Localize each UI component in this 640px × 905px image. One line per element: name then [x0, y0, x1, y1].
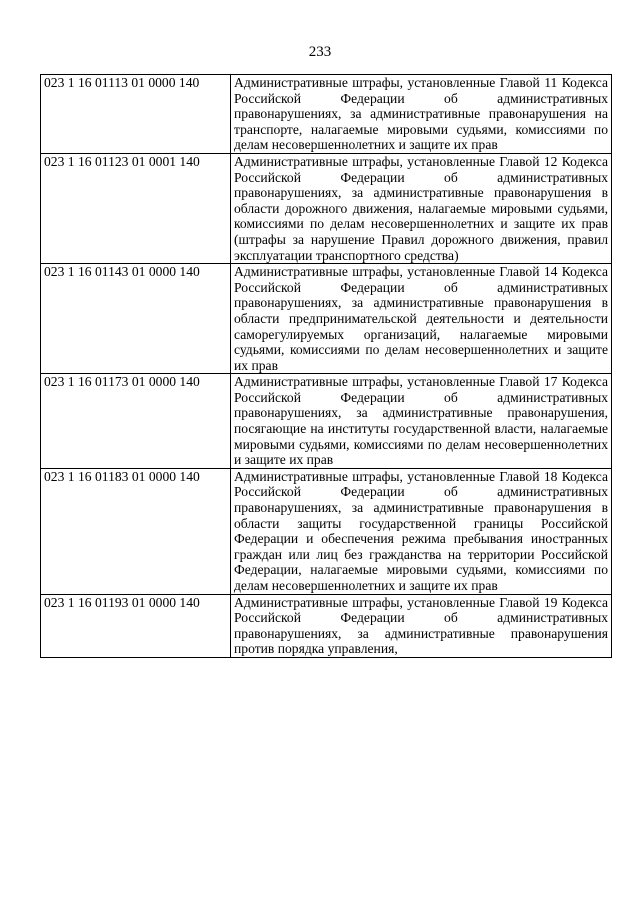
- table-row: [41, 374, 612, 469]
- description-cell: Административные штрафы, установленные Главой 11 Кодекса Российской Федерации об административных правонарушениях, за административные правонарушения на транспорте, налагаемые мировыми судьями, комиссиями по делам несовершеннолетних и защите их прав: [231, 75, 612, 154]
- description-cell: Административные штрафы, установленные Главой 19 Кодекса Российской Федерации об административных правонарушениях, за административные правонарушения против порядка управления,: [231, 594, 612, 657]
- page-number: 233: [308, 44, 332, 60]
- table-row: [41, 153, 612, 263]
- table-row: [41, 468, 612, 594]
- description-cell: Административные штрафы, установленные Главой 17 Кодекса Российской Федерации об административных правонарушениях, за административные правонарушения, посягающие на институты государственной власти, налагаемые мировыми судьями, комиссиями по делам несовершеннолетних и защите их прав: [231, 374, 612, 469]
- table-row: [41, 594, 612, 657]
- description-cell: Административные штрафы, установленные Главой 12 Кодекса Российской Федерации об административных правонарушениях, за административные правонарушения в области дорожного движения, налагаемые мировыми судьями, комиссиями по делам несовершеннолетних и защите их прав (штрафы за нарушение Правил дорожного движения, правил эксплуатации транспортного средства): [231, 153, 612, 263]
- budget-classification-table: [40, 74, 612, 658]
- table-row: [41, 75, 612, 154]
- description-cell: Административные штрафы, установленные Главой 14 Кодекса Российской Федерации об административных правонарушениях, за административные правонарушения в области предпринимательской деятельности и деятельности саморегулируемых организаций, налагаемые мировыми судьями, комиссиями по делам несовершеннолетних и защите их прав: [231, 264, 612, 374]
- budget-code-cell: 023 1 16 01113 01 0000 140: [41, 75, 231, 154]
- budget-code-cell: 023 1 16 01183 01 0000 140: [41, 468, 231, 594]
- budget-code-cell: 023 1 16 01173 01 0000 140: [41, 374, 231, 469]
- description-cell: Административные штрафы, установленные Главой 18 Кодекса Российской Федерации об административных правонарушениях, за административные правонарушения в области защиты государственной границы Российской Федерации и обеспечения режима пребывания иностранных граждан или лиц без гражданства на территории Российской Федерации, налагаемые мировыми судьями, комиссиями по делам несовершеннолетних и защите их прав: [231, 468, 612, 594]
- budget-code-cell: 023 1 16 01123 01 0001 140: [41, 153, 231, 263]
- budget-code-cell: 023 1 16 01143 01 0000 140: [41, 264, 231, 374]
- table-row: [41, 264, 612, 374]
- budget-code-cell: 023 1 16 01193 01 0000 140: [41, 594, 231, 657]
